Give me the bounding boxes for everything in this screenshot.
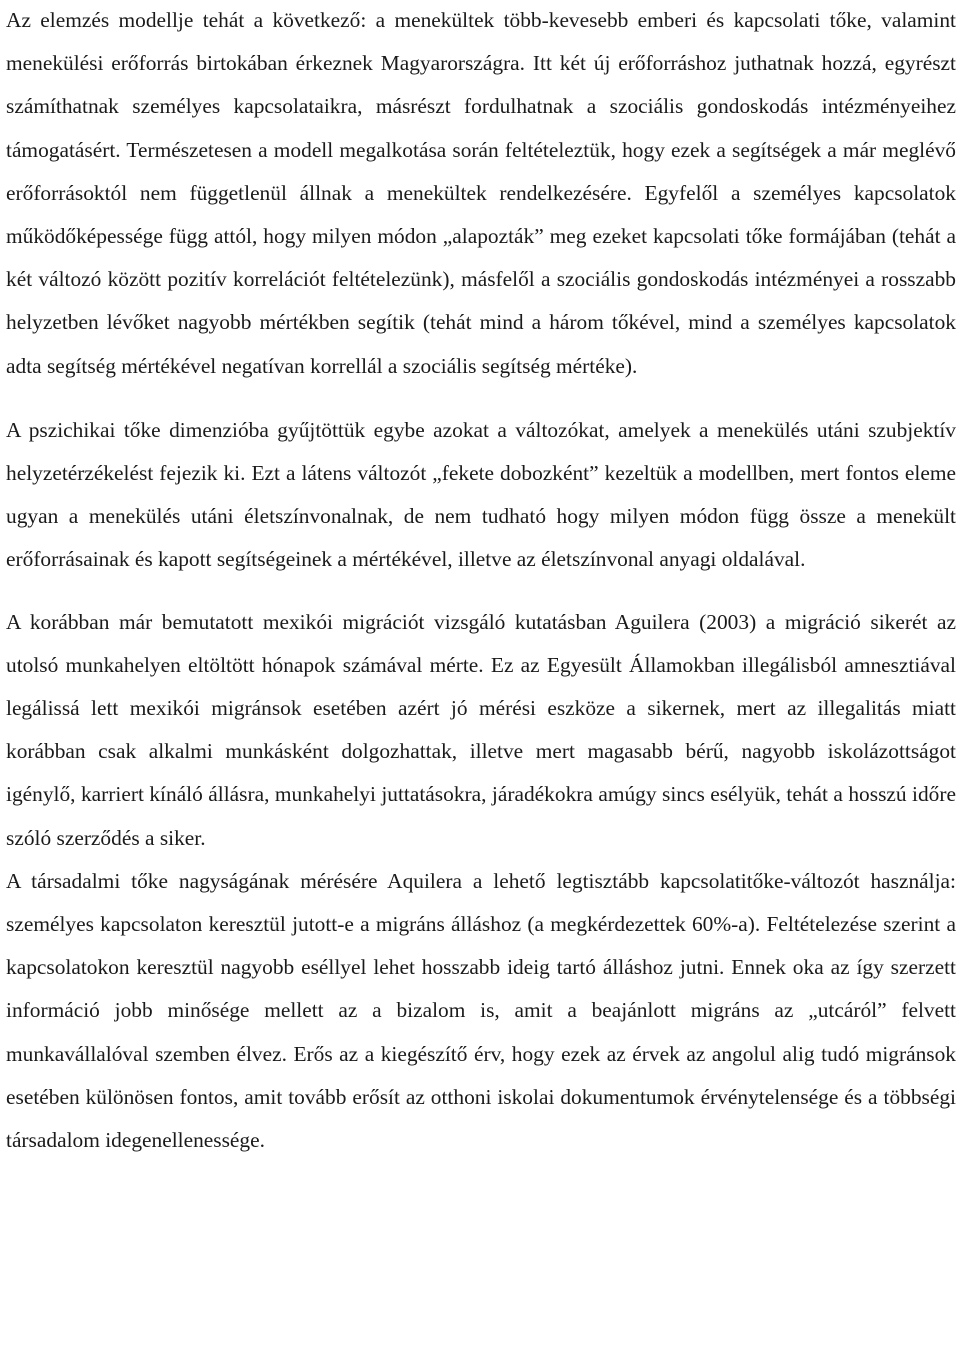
paragraph-3: A korábban már bemutatott mexikói migrációt vizsgáló kutatásban Aguilera (2003) a migráció sikerét az utolsó munkahelyen eltöltött hónapok számával mérte. Ez az Egyesült Államokban illegálisból amnesztiával legálissá lett mexikói migránsok esetében azért jó mérési eszköze a sikernek, mert az illegalitás miatt korábban csak alkalmi munkásként dolgozhattak, illetve mert magasabb bérű, nagyobb iskolázottságot igénylő, karriert kínáló állásra, munkahelyi juttatásokra, járadékokra amúgy sincs esélyük, tehát a hosszú időre szóló szerződés a siker. — [6, 609, 956, 850]
paragraph-1: Az elemzés modellje tehát a következő: a menekültek több-kevesebb emberi és kapcsolati tőke, valamint menekülési erőforrás birtokában érkeznek Magyarországra. Itt két új erőforráshoz juthatnak hozzá, egyrészt számíthatnak személyes kapcsolataikra, másrészt fordulhatnak a szociális gondoskodás intézményeihez támogatásért. Természetesen a modell megalkotása során feltételeztük, hogy ezek a segítségek a már meglévő erőforrásoktól nem függetlenül állnak a menekültek rendelkezésére. Egyfelől a személyes kapcsolatok működőképessége függ attól, hogy milyen módon „alapozták” meg ezeket kapcsolati tőke formájában (tehát a két változó között pozitív korrelációt feltételezünk), másfelől a szociális gondoskodás intézményei a rosszabb helyzetben lévőket nagyobb mértékben segítik (tehát mind a három tőkével, mind a személyes kapcsolatok adta segítség mértékével negatívan korrellál a szociális segítség mértéke). — [6, 8, 956, 378]
document-page — [6, 0, 956, 1162]
paragraph-2: A pszichikai tőke dimenzióba gyűjtöttük egybe azokat a változókat, amelyek a menekülés utáni szubjektív helyzetérzékelést fejezik ki. Ezt a látens változót „fekete dobozként” kezeltük a modellben, mert fontos eleme ugyan a menekülés utáni életszínvonalnak, de nem tudható hogy milyen módon függ össze a menekült erőforrásainak és kapott segítségeinek a mértékével, illetve az életszínvonal anyagi oldalával. — [6, 417, 956, 572]
paragraph-4: A társadalmi tőke nagyságának mérésére Aquilera a lehető legtisztább kapcsolatitőke-változót használja: személyes kapcsolaton keresztül jutott-e a migráns álláshoz (a megkérdezettek 60%-a). Feltételezése szerint a kapcsolatokon keresztül nagyobb eséllyel lehet hosszabb ideig tartó álláshoz jutni. Ennek oka az így szerzett információ jobb minősége mellett az a bizalom is, amit a beajánlott migráns az „utcáról” felvett munkavállalóval szemben élvez. Erős az a kiegészítő érv, hogy ezek az érvek az angolul alig tudó migránsok esetében különösen fontos, amit tovább erősít az otthoni iskolai dokumentumok érvénytelensége és a többségi társadalom idegenellenessége. — [6, 868, 956, 1153]
